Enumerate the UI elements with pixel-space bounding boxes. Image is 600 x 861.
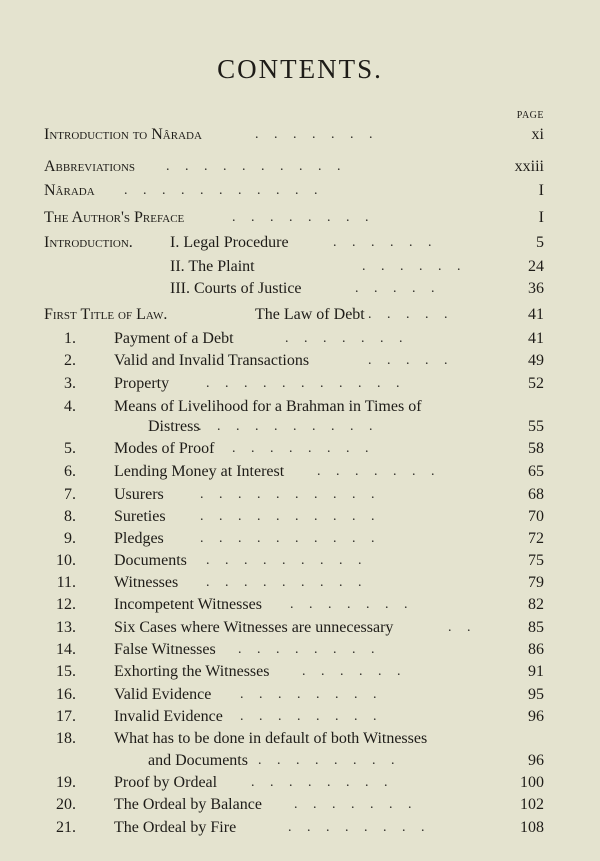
entry-title: Invalid Evidence bbox=[114, 708, 223, 725]
entry-page-number: 91 bbox=[528, 663, 544, 680]
entry-page-number: 70 bbox=[528, 508, 544, 525]
entry-number: 7. bbox=[64, 486, 76, 503]
entry-page-number: 72 bbox=[528, 530, 544, 547]
entry-number: 13. bbox=[56, 619, 76, 636]
contents-entry bbox=[0, 639, 600, 661]
contents-entry bbox=[0, 817, 600, 839]
contents-entry bbox=[0, 661, 600, 683]
entry-page-number: 95 bbox=[528, 686, 544, 703]
entry-page-number: 102 bbox=[520, 796, 544, 813]
entry-page-number: 108 bbox=[520, 819, 544, 836]
leader-dots: . . . . . . . . . . bbox=[200, 531, 381, 546]
entry-page-number: 36 bbox=[528, 280, 544, 297]
contents-entry bbox=[0, 706, 600, 728]
leader-dots: . . bbox=[448, 620, 477, 635]
contents-entry bbox=[0, 438, 600, 460]
leader-dots: . . . . . . . . . bbox=[206, 575, 368, 590]
entry-page-number: 65 bbox=[528, 463, 544, 480]
entry-page-number: 55 bbox=[528, 418, 544, 435]
entry-page-number: 58 bbox=[528, 440, 544, 457]
entry-number: 14. bbox=[56, 641, 76, 658]
entry-title: The Ordeal by Balance bbox=[114, 796, 262, 813]
entry-title: Nârada bbox=[44, 182, 95, 199]
entry-number: 18. bbox=[56, 730, 76, 747]
leader-dots: . . . . . . . bbox=[285, 331, 409, 346]
entry-number: 8. bbox=[64, 508, 76, 525]
leader-dots: . . . . . . bbox=[362, 259, 467, 274]
leader-dots: . . . . . . . bbox=[317, 464, 441, 479]
entry-page-number: 41 bbox=[528, 306, 544, 323]
entry-page-number: 68 bbox=[528, 486, 544, 503]
contents-entry bbox=[0, 350, 600, 372]
entry-title: Modes of Proof bbox=[114, 440, 215, 457]
entry-page-number: 52 bbox=[528, 375, 544, 392]
entry-number: 17. bbox=[56, 708, 76, 725]
entry-title: The Ordeal by Fire bbox=[114, 819, 237, 836]
entry-number: 9. bbox=[64, 530, 76, 547]
entry-title: Payment of a Debt bbox=[114, 330, 234, 347]
entry-page-number: 41 bbox=[528, 330, 544, 347]
entry-page-number: 79 bbox=[528, 574, 544, 591]
contents-entry bbox=[0, 550, 600, 572]
contents-entry bbox=[0, 750, 600, 772]
entry-number: 4. bbox=[64, 398, 76, 415]
leader-dots: . . . . . . . bbox=[255, 127, 379, 142]
entry-page-number: I bbox=[538, 209, 544, 226]
entry-page-number: 86 bbox=[528, 641, 544, 658]
contents-entry bbox=[0, 278, 600, 300]
entry-title: The Author's Preface bbox=[44, 209, 185, 226]
contents-entry bbox=[0, 728, 600, 750]
entry-title: First Title of Law. bbox=[44, 306, 168, 323]
leader-dots: . . . . . . . . . . bbox=[200, 509, 381, 524]
contents-entry bbox=[0, 396, 600, 418]
entry-title: Six Cases where Witnesses are unnecessary bbox=[114, 619, 394, 636]
entry-page-number: 75 bbox=[528, 552, 544, 569]
leader-dots: . . . . . . . . bbox=[258, 753, 401, 768]
entry-title: Valid and Invalid Transactions bbox=[114, 352, 310, 369]
entry-title: Witnesses bbox=[114, 574, 179, 591]
entry-title: Abbreviations bbox=[44, 158, 136, 175]
entry-title: Property bbox=[114, 375, 170, 392]
contents-entry bbox=[0, 528, 600, 550]
contents-entry bbox=[0, 156, 600, 178]
leader-dots: . . . . . . . . bbox=[240, 709, 383, 724]
leader-dots: . . . . . bbox=[368, 353, 454, 368]
contents-entry bbox=[0, 256, 600, 278]
contents-entry bbox=[0, 794, 600, 816]
entry-title: Distress bbox=[148, 418, 200, 435]
contents-entry bbox=[0, 617, 600, 639]
leader-dots: . . . . . . . . bbox=[288, 820, 431, 835]
contents-entry bbox=[0, 328, 600, 350]
entry-page-number: I bbox=[538, 182, 544, 199]
entry-page-number: 24 bbox=[528, 258, 544, 275]
entry-number: 21. bbox=[56, 819, 76, 836]
contents-entry bbox=[0, 484, 600, 506]
leader-dots: . . . . . . . . bbox=[232, 210, 375, 225]
page-title: CONTENTS. bbox=[217, 54, 383, 84]
entry-subtitle: III. Courts of Justice bbox=[170, 280, 302, 297]
entry-number: 12. bbox=[56, 596, 76, 613]
entry-title: Proof by Ordeal bbox=[114, 774, 218, 791]
entry-title: Lending Money at Interest bbox=[114, 463, 285, 480]
contents-entry bbox=[0, 772, 600, 794]
leader-dots: . . . . . . . . bbox=[238, 642, 381, 657]
contents-entry bbox=[0, 506, 600, 528]
entry-subtitle: The Law of Debt bbox=[255, 306, 365, 323]
contents-entry bbox=[0, 232, 600, 254]
entry-title: Exhorting the Witnesses bbox=[114, 663, 270, 680]
leader-dots: . . . . . bbox=[368, 307, 454, 322]
leader-dots: . . . . . . bbox=[302, 664, 407, 679]
entry-title: Pledges bbox=[114, 530, 164, 547]
contents-entry bbox=[0, 180, 600, 202]
entry-page-number: 49 bbox=[528, 352, 544, 369]
contents-entry bbox=[0, 124, 600, 146]
entry-page-number: 82 bbox=[528, 596, 544, 613]
leader-dots: . . . . . . . . . bbox=[206, 553, 368, 568]
leader-dots: . . . . . . . bbox=[290, 597, 414, 612]
entry-title: Introduction to Nârada bbox=[44, 126, 202, 143]
entry-number: 11. bbox=[56, 574, 76, 591]
contents-entry bbox=[0, 461, 600, 483]
leader-dots: . . . . . . . . . . . bbox=[124, 183, 324, 198]
entry-page-number: xxiii bbox=[514, 158, 544, 175]
leader-dots: . . . . . . . . bbox=[240, 687, 383, 702]
entry-title: Usurers bbox=[114, 486, 164, 503]
entry-page-number: 96 bbox=[528, 752, 544, 769]
leader-dots: . . . . . . . . bbox=[232, 441, 375, 456]
page-column-label: PAGE bbox=[516, 110, 544, 121]
entry-title: False Witnesses bbox=[114, 641, 216, 658]
leader-dots: . . . . . bbox=[355, 281, 441, 296]
leader-dots: . . . . . . . . . . . bbox=[206, 376, 406, 391]
entry-number: 15. bbox=[56, 663, 76, 680]
entry-title: and Documents bbox=[148, 752, 248, 769]
entry-title: What has to be done in default of both Witnesses bbox=[114, 730, 428, 747]
entry-title: Incompetent Witnesses bbox=[114, 596, 262, 613]
entry-number: 3. bbox=[64, 375, 76, 392]
contents-entry bbox=[0, 373, 600, 395]
entry-title: Means of Livelihood for a Brahman in Times of bbox=[114, 398, 422, 415]
entry-title: Sureties bbox=[114, 508, 166, 525]
entry-number: 16. bbox=[56, 686, 76, 703]
entry-title: Valid Evidence bbox=[114, 686, 212, 703]
entry-page-number: 100 bbox=[520, 774, 544, 791]
contents-entry bbox=[0, 572, 600, 594]
leader-dots: . . . . . . . . . . bbox=[198, 419, 379, 434]
entry-page-number: 96 bbox=[528, 708, 544, 725]
entry-number: 20. bbox=[56, 796, 76, 813]
entry-number: 5. bbox=[64, 440, 76, 457]
contents-entry bbox=[0, 207, 600, 229]
contents-entry bbox=[0, 684, 600, 706]
entry-subtitle: II. The Plaint bbox=[170, 258, 255, 275]
entry-number: 1. bbox=[64, 330, 76, 347]
leader-dots: . . . . . . . . . . bbox=[200, 487, 381, 502]
contents-entry bbox=[0, 304, 600, 326]
entry-number: 19. bbox=[56, 774, 76, 791]
entry-title: Documents bbox=[114, 552, 187, 569]
contents-entry bbox=[0, 416, 600, 438]
contents-entry bbox=[0, 594, 600, 616]
leader-dots: . . . . . . . . . . bbox=[166, 159, 347, 174]
entry-page-number: xi bbox=[531, 126, 544, 143]
entry-title: Introduction. bbox=[44, 234, 133, 251]
leader-dots: . . . . . . . . bbox=[251, 775, 394, 790]
entry-subtitle: I. Legal Procedure bbox=[170, 234, 289, 251]
entry-number: 10. bbox=[56, 552, 76, 569]
entry-number: 6. bbox=[64, 463, 76, 480]
leader-dots: . . . . . . bbox=[333, 235, 438, 250]
entry-page-number: 5 bbox=[536, 234, 544, 251]
leader-dots: . . . . . . . bbox=[294, 797, 418, 812]
entry-page-number: 85 bbox=[528, 619, 544, 636]
entry-number: 2. bbox=[64, 352, 76, 369]
